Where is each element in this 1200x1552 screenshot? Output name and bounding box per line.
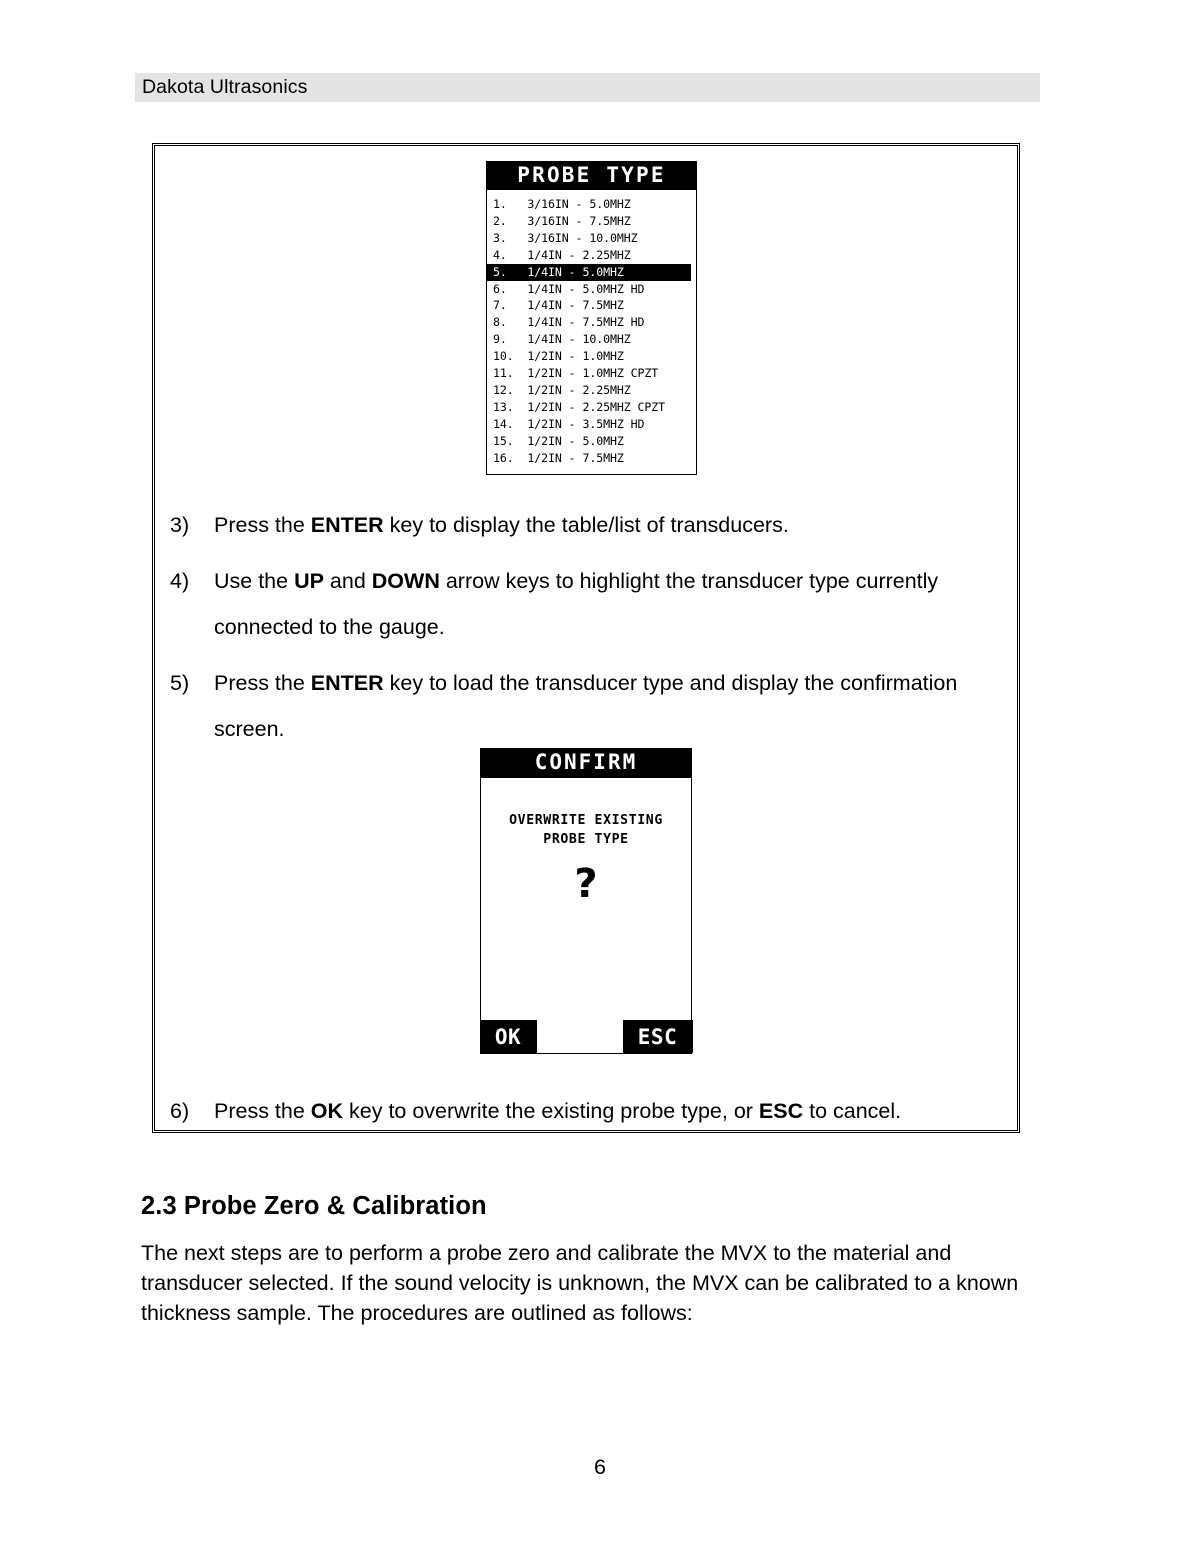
probe-type-lcd-screen — [486, 161, 697, 475]
probe-list-item[interactable]: 13. 1/2IN - 2.25MHZ CPZT — [493, 399, 666, 414]
step-3-text — [214, 502, 1000, 548]
confirm-title: CONFIRM — [480, 748, 692, 778]
ok-button[interactable]: OK — [480, 1020, 537, 1053]
section-heading-2-3: 2.3 Probe Zero & Calibration — [141, 1192, 487, 1220]
step-6-number: 6) — [170, 1099, 190, 1123]
confirm-lcd-screen — [480, 748, 692, 1054]
step-4-keyword-up: UP — [294, 569, 324, 593]
confirm-message-line2: PROBE TYPE — [543, 832, 629, 848]
probe-list-item[interactable]: 1. 3/16IN - 5.0MHZ — [493, 197, 631, 212]
probe-list-item[interactable]: 15. 1/2IN - 5.0MHZ — [493, 433, 624, 448]
probe-type-list — [486, 190, 697, 475]
probe-list-item[interactable]: 11. 1/2IN - 1.0MHZ CPZT — [493, 366, 659, 381]
step-4 — [170, 558, 1010, 650]
probe-list-item[interactable]: 3. 3/16IN - 10.0MHZ — [493, 230, 638, 245]
step-4-part2: and — [323, 569, 372, 593]
step-5-keyword-enter: ENTER — [310, 671, 384, 695]
step-5-text — [214, 660, 1000, 752]
confirm-message — [481, 811, 691, 849]
page-running-header — [135, 73, 1040, 102]
step-6-keyword-ok: OK — [310, 1099, 344, 1123]
probe-list-item-selected[interactable]: 5. 1/4IN - 5.0MHZ — [487, 264, 691, 281]
running-header-title: Dakota Ultrasonics — [142, 76, 308, 98]
probe-list-item[interactable]: 7. 1/4IN - 7.5MHZ — [493, 298, 624, 313]
step-3-keyword-enter: ENTER — [310, 513, 384, 537]
step-4-keyword-down: DOWN — [371, 569, 440, 593]
step-6-keyword-esc: ESC — [758, 1099, 804, 1123]
step-5-part2: key to load the transducer type and display the confirmation screen. — [214, 671, 958, 741]
page-number: 6 — [594, 1455, 606, 1479]
step-5-number: 5) — [170, 671, 190, 695]
step-6-part2: key to overwrite the existing probe type, or — [343, 1099, 759, 1123]
section-paragraph-2-3: The next steps are to perform a probe zero and calibrate the MVX to the material and transducer selected. If the sound velocity is unknown, the MVX can be calibrated to a known thickness sample. The procedures are outlined as follows: — [141, 1241, 1019, 1325]
probe-list-item[interactable]: 8. 1/4IN - 7.5MHZ HD — [493, 315, 645, 330]
step-4-text — [214, 558, 1010, 650]
esc-button[interactable]: ESC — [623, 1020, 693, 1053]
step-4-part3: arrow keys to highlight the transducer type currently connected to the gauge. — [214, 569, 939, 639]
probe-list-item[interactable]: 6. 1/4IN - 5.0MHZ HD — [493, 281, 645, 296]
probe-list-item[interactable]: 14. 1/2IN - 3.5MHZ HD — [493, 416, 645, 431]
step-5-part1: Press the — [214, 671, 311, 695]
question-mark-icon: ? — [574, 861, 598, 908]
step-3 — [170, 502, 1000, 548]
step-6 — [170, 1088, 1000, 1134]
confirm-body — [480, 778, 692, 1021]
step-4-number: 4) — [170, 569, 190, 593]
confirm-message-line1: OVERWRITE EXISTING — [509, 813, 663, 829]
probe-list-item[interactable]: 12. 1/2IN - 2.25MHZ — [493, 383, 631, 398]
step-3-part2: key to display the table/list of transducers. — [383, 513, 789, 537]
probe-type-title: PROBE TYPE — [486, 161, 697, 190]
confirm-button-bar — [480, 1020, 692, 1054]
probe-list-item[interactable]: 2. 3/16IN - 7.5MHZ — [493, 213, 631, 228]
step-6-part1: Press the — [214, 1099, 311, 1123]
step-5 — [170, 660, 1000, 752]
step-6-part3: to cancel. — [803, 1099, 902, 1123]
step-3-number: 3) — [170, 513, 190, 537]
step-3-part1: Press the — [214, 513, 311, 537]
probe-list-item[interactable]: 9. 1/4IN - 10.0MHZ — [493, 332, 631, 347]
probe-list-item[interactable]: 10. 1/2IN - 1.0MHZ — [493, 349, 624, 364]
probe-list-item[interactable]: 4. 1/4IN - 2.25MHZ — [493, 247, 631, 262]
step-6-text — [214, 1088, 1000, 1134]
step-4-part1: Use the — [214, 569, 295, 593]
probe-list-item[interactable]: 16. 1/2IN - 7.5MHZ — [493, 450, 624, 465]
